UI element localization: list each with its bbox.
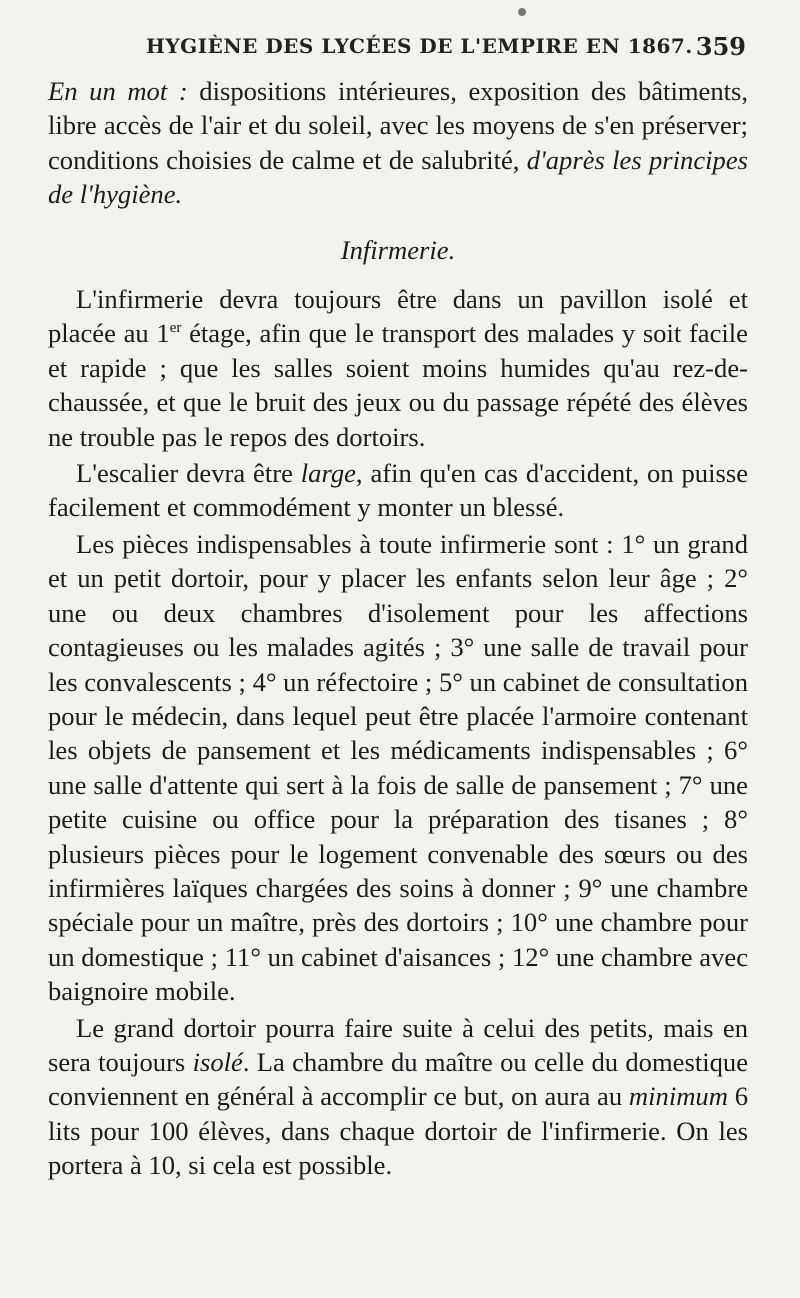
body-text <box>48 74 748 1183</box>
paragraph-2-text-b: , afin qu'en cas d'accident, on puisse facilement et commodément y monter un blessé. <box>48 458 748 523</box>
running-title: HYGIÈNE DES LYCÉES DE L'EMPIRE EN 1867. <box>146 34 693 58</box>
running-header <box>146 32 746 61</box>
ordinal-superscript: er <box>169 320 182 337</box>
intro-lead: En un mot : <box>48 76 188 106</box>
paragraph-4 <box>48 1011 748 1183</box>
paragraph-1-text-b: étage, afin que le transport des malades y soit facile et rapide ; que les salles soient moins humides qu'au rez-de-chaussée, et que le bruit des jeux ou du passage répété des élèves ne trouble pas le repos des dortoirs. <box>48 318 748 452</box>
paragraph-4-emphasis-2: minimum <box>628 1081 728 1112</box>
intro-trailing: d'après les principes de l'hygiène. <box>48 144 748 210</box>
page-number: 359 <box>695 32 746 61</box>
paragraph-3: Les pièces indispensables à toute infirmerie sont : 1° un grand et un petit dortoir, pour y placer les enfants selon leur âge ; 2° une ou deux chambres d'isolement pour les affections contagieuses ou les malades agités ; 3° une salle de travail pour les convalescents ; 4° un réfectoire ; 5° un cabinet de consultation pour le médecin, dans lequel peut être placée l'armoire contenant les objets de pansement et les médicaments indispensables ; 6° une salle d'attente qui sert à la fois de salle de pansement ; 7° une petite cuisine ou office pour la préparation des tisanes ; 8° plusieurs pièces pour le logement convenable des sœurs ou des infirmières laïques chargées des soins à donner ; 9° une chambre spéciale pour un maître, près des dortoirs ; 10° une chambre pour un domestique ; 11° un cabinet d'aisances ; 12° une chambre avec baignoire mobile. <box>48 528 748 1007</box>
paragraph-4-text-c: 6 lits pour 100 élèves, dans chaque dortoir de l'infirmerie. On les portera à 10, si cela est possible. <box>48 1081 748 1181</box>
paragraph-2 <box>48 456 748 525</box>
paragraph-4-text-a: Le grand dortoir pourra faire suite à celui des petits, mais en sera toujours <box>48 1012 748 1077</box>
paragraph-1-text-a: L'infirmerie devra toujours être dans un pavillon isolé et placée au 1 <box>48 284 748 349</box>
paragraph-2-text-a: L'escalier devra être <box>76 458 301 489</box>
paragraph-4-emphasis-1: isolé <box>192 1046 243 1077</box>
ink-dot <box>518 8 526 16</box>
paragraph-2-emphasis: large <box>300 458 356 489</box>
intro-paragraph <box>48 74 748 212</box>
paragraph-4-text-b: . La chambre du maître ou celle du domestique conviennent en général à accomplir ce but, on aura au <box>48 1046 748 1112</box>
intro-text: dispositions intérieures, exposition des bâtiments, libre accès de l'air et du soleil, avec les moyens de s'en préserver; conditions choisies de calme et de salubrité, <box>48 76 748 175</box>
paragraph-1 <box>48 282 748 454</box>
section-heading: Infirmerie. <box>340 234 456 265</box>
